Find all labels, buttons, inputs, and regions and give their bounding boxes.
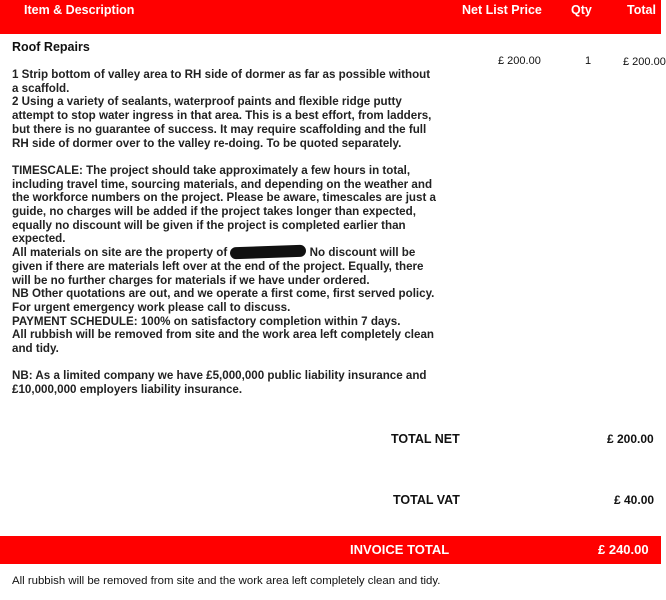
description-rubbish: All rubbish will be removed from site and the work area left completely clean and tidy. <box>12 328 435 356</box>
invoice-total-value: £ 240.00 <box>598 542 649 557</box>
materials-text-after: No discount will be given if there are materials left over at the end of the project. Equally, there will be no further charges for materials if we have under ordered. <box>12 246 424 287</box>
column-header-total: Total <box>627 3 656 17</box>
column-header-qty: Qty <box>571 3 592 17</box>
invoice-total-label: INVOICE TOTAL <box>350 542 450 557</box>
invoice-total-bar <box>0 536 661 564</box>
column-header-net-list-price: Net List Price <box>462 3 542 17</box>
description-payment-schedule: PAYMENT SCHEDULE: 100% on satisfactory completion within 7 days. <box>12 314 401 328</box>
description-materials <box>12 246 437 287</box>
item-title: Roof Repairs <box>12 40 90 54</box>
total-net-value: £ 200.00 <box>607 432 654 446</box>
footer-note: All rubbish will be removed from site and the work area left completely clean and tidy. <box>12 575 441 587</box>
materials-text-before: All materials on site are the property of <box>12 246 228 260</box>
total-vat-label: TOTAL VAT <box>393 493 460 507</box>
total-net-label: TOTAL NET <box>391 432 460 446</box>
description-step-1: 1 Strip bottom of valley area to RH side of dormer as far as possible without a scaffold. <box>12 68 431 95</box>
description-insurance: NB: As a limited company we have £5,000,000 public liability insurance and £10,000,000 employers liability insurance. <box>12 369 427 397</box>
column-header-item-description: Item & Description <box>24 3 135 17</box>
item-qty: 1 <box>585 55 592 67</box>
total-vat-value: £ 40.00 <box>614 493 655 507</box>
description-other-quotes: NB Other quotations are out, and we operate a first come, first served policy. For urgent emergency work please call to discuss. <box>12 287 435 314</box>
description-step-2: 2 Using a variety of sealants, waterproof paints and flexible ridge putty attempt to stop water ingress in that area. This is a best effort, from ladders, but there is no guarantee of success. It may require scaffolding and the full RH side of dormer over to the valley re-doing. To be quoted separately. <box>12 95 432 150</box>
description-timescale: TIMESCALE: The project should take approximately a few hours in total, including travel time, sourcing materials, and depending on the weather and the workforce numbers on the project. Please be aware, timescales are just a guide, no charges will be added if the project takes longer than expected, equally no discount will be given if the project is completed earlier than expected. <box>12 163 436 246</box>
item-total: £ 200.00 <box>623 56 666 68</box>
item-net-list-price: £ 200.00 <box>498 55 541 67</box>
table-header-bar <box>0 0 661 34</box>
item-description <box>12 68 437 397</box>
redaction-mark <box>230 245 306 260</box>
